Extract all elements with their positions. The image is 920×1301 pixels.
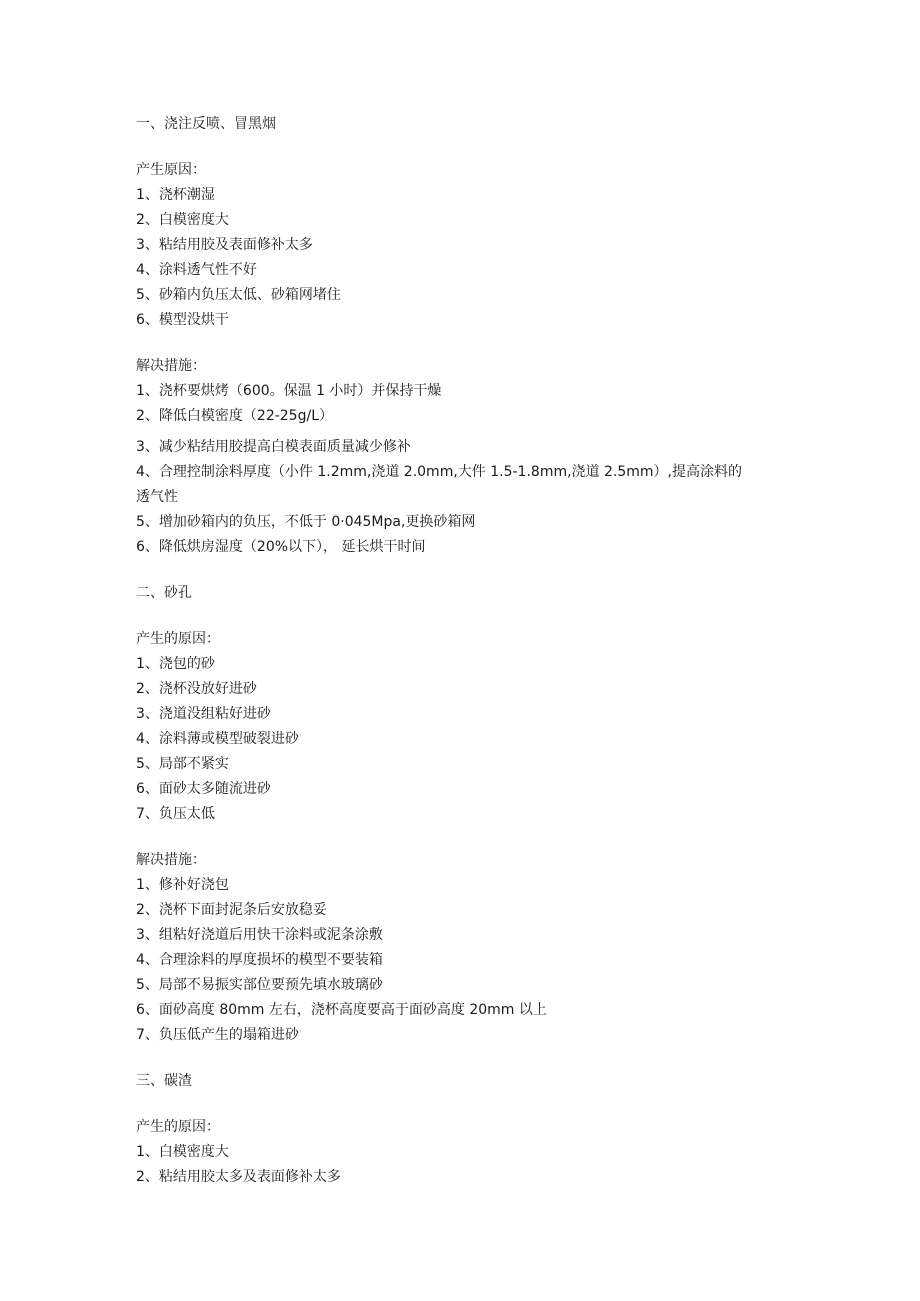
spacer <box>136 606 786 627</box>
spacer <box>136 137 786 158</box>
section-2-measure-item: 5、局部不易振实部位要预先填水玻璃砂 <box>136 977 383 993</box>
section-1-measure-item: 3、减少粘结用胶提高白模表面质量减少修补 <box>136 439 411 455</box>
spacer <box>136 560 786 581</box>
section-1-cause-item: 6、模型没烘干 <box>136 312 229 328</box>
section-2-cause-item: 4、涂料薄或模型破裂进砂 <box>136 731 299 747</box>
spacer <box>136 1094 786 1115</box>
section-1-measure-item: 2、降低白模密度（22-25g/L） <box>136 408 333 424</box>
section-1-measure-item: 1、浇杯要烘烤（600。保温 1 小时）并保持干燥 <box>136 383 442 399</box>
section-2-cause-item: 3、浇道没组粘好进砂 <box>136 706 271 722</box>
section-3-heading: 三、碳渣 <box>136 1073 192 1089</box>
section-2-cause-item: 7、负压太低 <box>136 806 215 822</box>
section-1-measure-label: 解决措施： <box>136 358 206 374</box>
section-1-cause-item: 4、涂料透气性不好 <box>136 262 257 278</box>
document-page <box>136 112 786 1190</box>
section-1-cause-item: 2、白模密度大 <box>136 212 229 228</box>
section-1-cause-item: 5、砂箱内负压太低、砂箱网堵住 <box>136 287 341 303</box>
spacer <box>136 827 786 848</box>
section-1-measure-item: 透气性 <box>136 489 178 505</box>
section-1-measure-item: 6、降低烘房湿度（20%以下）， 延长烘干时间 <box>136 539 426 555</box>
section-2-cause-item: 6、面砂太多随流进砂 <box>136 781 271 797</box>
section-1-cause-item: 1、浇杯潮湿 <box>136 187 215 203</box>
section-2-cause-label: 产生的原因： <box>136 631 220 647</box>
section-3-cause-label: 产生的原因： <box>136 1119 220 1135</box>
section-2-measure-item: 3、组粘好浇道后用快干涂料或泥条涂敷 <box>136 927 383 943</box>
section-2-measure-item: 7、负压低产生的塌箱进砂 <box>136 1027 299 1043</box>
section-1-cause-item: 3、粘结用胶及表面修补太多 <box>136 237 313 253</box>
section-2-measure-item: 1、修补好浇包 <box>136 877 229 893</box>
spacer <box>136 333 786 354</box>
section-1-measure-item: 5、增加砂箱内的负压，不低于 0·045Mpa,更换砂箱网 <box>136 514 476 530</box>
section-3-cause-item: 1、白模密度大 <box>136 1144 229 1160</box>
section-1-measure-item: 4、合理控制涂料厚度（小件 1.2mm,浇道 2.0mm,大件 1.5-1.8mm,浇道 2.5mm）,提高涂料的 <box>136 464 742 480</box>
section-2-cause-item: 2、浇杯没放好进砂 <box>136 681 257 697</box>
section-2-measure-label: 解决措施： <box>136 852 206 868</box>
section-2-heading: 二、砂孔 <box>136 585 192 601</box>
section-2-measure-item: 4、合理涂料的厚度损坏的模型不要装箱 <box>136 952 383 968</box>
section-1-cause-label: 产生原因： <box>136 162 206 178</box>
section-2-measure-item: 6、面砂高度 80mm 左右，浇杯高度要高于面砂高度 20mm 以上 <box>136 1002 547 1018</box>
section-2-cause-item: 5、局部不紧实 <box>136 756 229 772</box>
section-3-cause-item: 2、粘结用胶太多及表面修补太多 <box>136 1169 341 1185</box>
section-2-measure-item: 2、浇杯下面封泥条后安放稳妥 <box>136 902 327 918</box>
spacer <box>136 1048 786 1069</box>
section-2-cause-item: 1、浇包的砂 <box>136 656 215 672</box>
section-1-heading: 一、浇注反喷、冒黑烟 <box>136 116 276 132</box>
